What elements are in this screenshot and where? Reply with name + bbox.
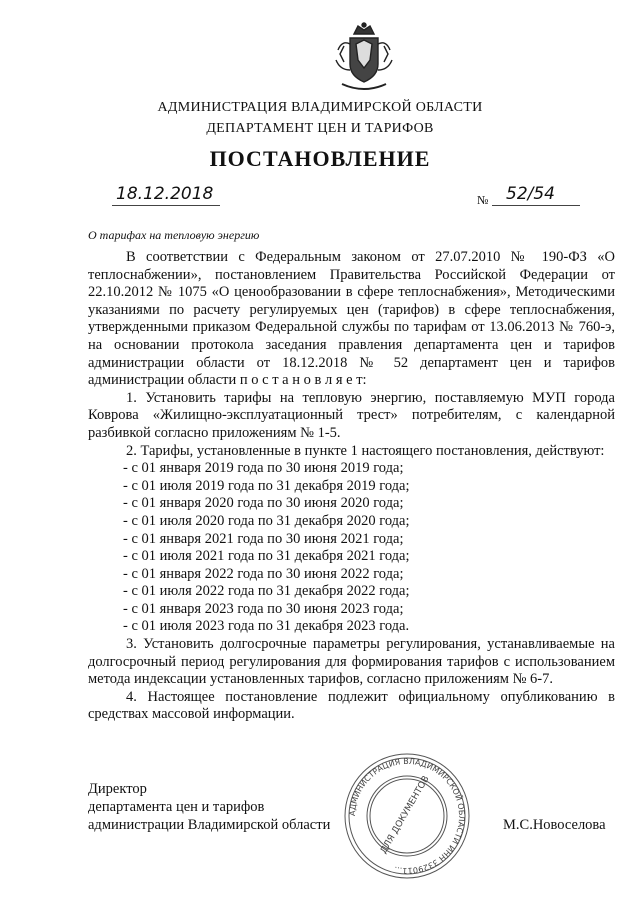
stamp-inner-text: ДЛЯ ДОКУМЕНТОВ — [378, 774, 432, 856]
official-stamp — [343, 752, 471, 880]
item-2: 2. Тарифы, установленные в пункте 1 настоящего постановления, действуют: — [126, 442, 605, 459]
period-item: - с 01 января 2021 года по 30 июня 2021 года; — [123, 530, 404, 547]
signatory-line2: департамента цен и тарифов — [88, 799, 265, 815]
period-item: - с 01 июля 2019 года по 31 декабря 2019 года; — [123, 477, 410, 494]
period-item: - с 01 января 2022 года по 30 июня 2022 года; — [123, 565, 404, 582]
document-title: ПОСТАНОВЛЕНИЕ — [209, 146, 431, 171]
period-item: - с 01 января 2020 года по 30 июня 2020 года; — [123, 495, 404, 512]
coat-of-arms-icon — [332, 20, 396, 96]
item-4: 4. Настоящее постановление подлежит официальному опубликованию в средствах массовой информации. — [88, 688, 615, 723]
period-item: - с 01 января 2019 года по 30 июня 2019 года; — [123, 460, 404, 477]
document-number: 52/54 — [506, 184, 555, 204]
org-name-line1: АДМИНИСТРАЦИЯ ВЛАДИМИРСКОЙ ОБЛАСТИ — [157, 100, 483, 115]
item-3: 3. Установить долгосрочные параметры регулирования, устанавливаемые на долгосрочный период регулирования для формирования тарифов с использованием метода индексации установленных тарифов, согласно приложениям № 6-7. — [88, 636, 615, 688]
period-item: - с 01 июля 2020 года по 31 декабря 2020 года; — [123, 512, 410, 529]
number-underline — [492, 205, 580, 206]
document-date: 18.12.2018 — [116, 184, 214, 204]
number-sign: № — [477, 193, 489, 207]
item-1: 1. Установить тарифы на тепловую энергию, поставляемую МУП города Коврова «Жилищно-эксплуатационный трест» потребителям, с календарной разбивкой согласно приложениям № 1-5. — [88, 389, 615, 441]
org-name-line2: ДЕПАРТАМЕНТ ЦЕН И ТАРИФОВ — [206, 121, 434, 136]
signatory-line1: Директор — [88, 781, 147, 797]
signatory-name: М.С.Новоселова — [503, 817, 606, 833]
document-body — [88, 249, 615, 724]
date-underline — [112, 205, 220, 206]
stamp-outer-text: АДМИНИСТРАЦИЯ ВЛАДИМИРСКОЙ ОБЛАСТИ ИНН 3329011... — [347, 756, 467, 876]
period-item: - с 01 июля 2023 года по 31 декабря 2023 года. — [123, 618, 410, 635]
preamble-paragraph: В соответствии с Федеральным законом от 27.07.2010 № 190-ФЗ «О теплоснабжении», постановлением Правительства Российской Федерации от 22.10.2012 № 1075 «О ценообразовании в сфере теплоснабжения», Методическими указаниями по расчету регулируемых цен (тарифов) в сфере теплоснабжения, утвержденными приказом Федеральной службы по тарифам от 13.06.2013 № 760-э, на основании протокола заседания правления департамента цен и тарифов администрации области от 18.12.2018 № 52 департамент цен и тарифов администрации области п о с т а н о в л я е т: — [88, 249, 615, 389]
period-item: - с 01 июля 2021 года по 31 декабря 2021 года; — [123, 548, 410, 565]
document-subject: О тарифах на тепловую энергию — [88, 228, 260, 242]
period-item: - с 01 июля 2022 года по 31 декабря 2022 года; — [123, 583, 410, 600]
period-item: - с 01 января 2023 года по 30 июня 2023 года; — [123, 600, 404, 617]
signatory-title — [88, 780, 330, 834]
signatory-line3: администрации Владимирской области — [88, 817, 331, 833]
